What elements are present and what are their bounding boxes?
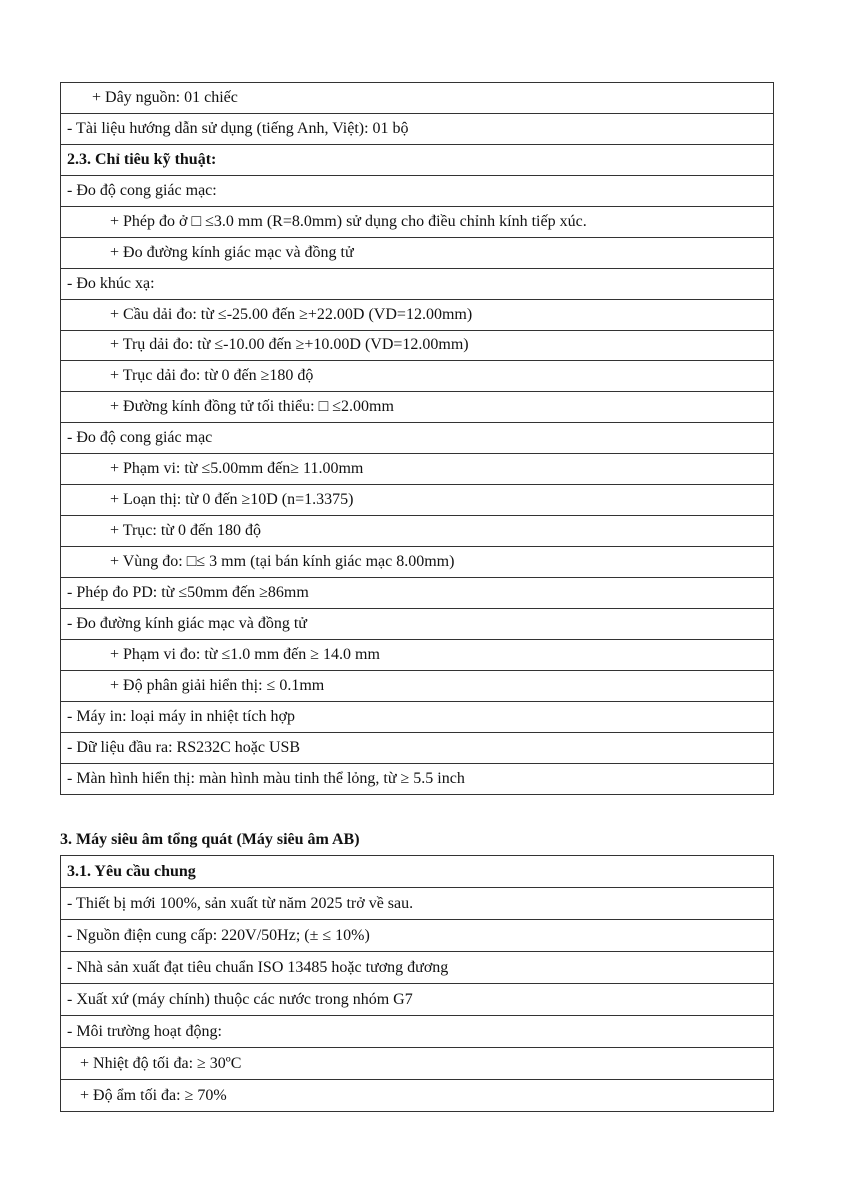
table-row xyxy=(61,361,774,392)
spec-text: + Loạn thị: từ 0 đến ≥10D (n=1.3375) xyxy=(110,491,354,509)
spec-cell xyxy=(61,578,774,609)
spec-text: + Phép đo ở □ ≤3.0 mm (R=8.0mm) sử dụng cho điều chỉnh kính tiếp xúc. xyxy=(110,212,587,230)
spec-text: + Trụ dải đo: từ ≤-10.00 đến ≥+10.00D (VD=12.00mm) xyxy=(110,336,469,354)
spec-text: + Phạm vi: từ ≤5.00mm đến≥ 11.00mm xyxy=(110,460,364,478)
table-row xyxy=(61,547,774,578)
spec-table-2-3 xyxy=(60,82,774,795)
spec-cell xyxy=(61,423,774,454)
table-row xyxy=(61,144,774,175)
spec-text: + Phạm vi đo: từ ≤1.0 mm đến ≥ 14.0 mm xyxy=(110,645,380,663)
table-row xyxy=(61,888,774,920)
table-row xyxy=(61,299,774,330)
table-row xyxy=(61,639,774,670)
spec-text: - Đo đường kính giác mạc và đồng tử xyxy=(67,614,307,632)
spec-text: - Đo độ cong giác mạc xyxy=(67,429,213,447)
spec-text: + Đường kính đồng tử tối thiểu: □ ≤2.00mm xyxy=(110,398,394,416)
spec-text: - Nguồn điện cung cấp: 220V/50Hz; (± ≤ 10%) xyxy=(67,926,370,944)
spec-cell xyxy=(61,113,774,144)
table-row xyxy=(61,1048,774,1080)
table-row xyxy=(61,206,774,237)
spec-text: + Độ phân giải hiển thị: ≤ 0.1mm xyxy=(110,676,325,694)
table-row xyxy=(61,454,774,485)
table-row xyxy=(61,237,774,268)
spec-text: - Máy in: loại máy in nhiệt tích hợp xyxy=(67,707,295,725)
table-row xyxy=(61,516,774,547)
spec-cell xyxy=(61,1048,774,1080)
spec-cell xyxy=(61,639,774,670)
spec-text: - Dữ liệu đầu ra: RS232C hoặc USB xyxy=(67,738,301,756)
spec-cell xyxy=(61,392,774,423)
spec-cell xyxy=(61,485,774,516)
spec-text: + Độ ẩm tối đa: ≥ 70% xyxy=(80,1086,227,1104)
spec-text: + Cầu dải đo: từ ≤-25.00 đến ≥+22.00D (VD=12.00mm) xyxy=(110,305,473,323)
spec-cell xyxy=(61,952,774,984)
spec-cell xyxy=(61,732,774,763)
table-row xyxy=(61,423,774,454)
spec-text: - Đo độ cong giác mạc: xyxy=(67,181,217,199)
spec-text: + Dây nguồn: 01 chiếc xyxy=(92,88,238,106)
spec-cell xyxy=(61,701,774,732)
spec-text: - Đo khúc xạ: xyxy=(67,274,155,292)
spec-cell xyxy=(61,83,774,114)
spec-text: - Tài liệu hướng dẫn sử dụng (tiếng Anh, Việt): 01 bộ xyxy=(67,119,409,137)
spec-cell xyxy=(61,608,774,639)
spec-text: - Nhà sản xuất đạt tiêu chuẩn ISO 13485 hoặc tương đương xyxy=(67,958,449,976)
spec-cell xyxy=(61,1016,774,1048)
spec-text: + Nhiệt độ tối đa: ≥ 30ºC xyxy=(80,1054,242,1072)
table-row xyxy=(61,330,774,361)
table-row xyxy=(61,175,774,206)
spec-text: 3.1. Yêu cầu chung xyxy=(67,862,196,880)
section-3-heading: 3. Máy siêu âm tổng quát (Máy siêu âm AB) xyxy=(60,831,360,848)
spec-cell xyxy=(61,175,774,206)
spec-cell xyxy=(61,237,774,268)
spec-cell xyxy=(61,984,774,1016)
table-row xyxy=(61,1016,774,1048)
table-row xyxy=(61,485,774,516)
spec-text: - Xuất xứ (máy chính) thuộc các nước trong nhóm G7 xyxy=(67,990,413,1008)
spec-text: 2.3. Chỉ tiêu kỹ thuật: xyxy=(67,150,217,168)
table-row xyxy=(61,83,774,114)
spec-cell xyxy=(61,516,774,547)
spec-cell xyxy=(61,361,774,392)
table-row xyxy=(61,1080,774,1112)
spec-text: + Trục: từ 0 đến 180 độ xyxy=(110,522,262,540)
table-row xyxy=(61,113,774,144)
spec-cell xyxy=(61,763,774,794)
spec-cell xyxy=(61,454,774,485)
table-row xyxy=(61,984,774,1016)
table-row xyxy=(61,578,774,609)
spec-text: - Môi trường hoạt động: xyxy=(67,1022,222,1040)
spec-text: + Đo đường kính giác mạc và đồng tử xyxy=(110,243,354,261)
spec-text: - Phép đo PD: từ ≤50mm đến ≥86mm xyxy=(67,583,309,601)
table-row xyxy=(61,732,774,763)
spec-text: - Thiết bị mới 100%, sản xuất từ năm 2025 trở về sau. xyxy=(67,894,414,912)
spec-text: + Vùng đo: □≤ 3 mm (tại bán kính giác mạc 8.00mm) xyxy=(110,553,455,571)
table-row xyxy=(61,608,774,639)
table-row xyxy=(61,763,774,794)
spec-cell xyxy=(61,888,774,920)
spec-text: - Màn hình hiển thị: màn hình màu tinh thể lỏng, từ ≥ 5.5 inch xyxy=(67,769,465,787)
spec-cell xyxy=(61,670,774,701)
section-heading-cell xyxy=(61,856,774,888)
table-row xyxy=(61,920,774,952)
section-heading-cell xyxy=(61,144,774,175)
table-row xyxy=(61,392,774,423)
table-row xyxy=(61,856,774,888)
table-row xyxy=(61,701,774,732)
spec-cell xyxy=(61,206,774,237)
spec-cell xyxy=(61,330,774,361)
spec-text: + Trục dải đo: từ 0 đến ≥180 độ xyxy=(110,367,314,385)
spec-table-3-1 xyxy=(60,855,774,1112)
spec-cell xyxy=(61,547,774,578)
spec-cell xyxy=(61,299,774,330)
spec-cell xyxy=(61,920,774,952)
spec-cell xyxy=(61,1080,774,1112)
table-row xyxy=(61,952,774,984)
table-row xyxy=(61,670,774,701)
table-row xyxy=(61,268,774,299)
spec-cell xyxy=(61,268,774,299)
